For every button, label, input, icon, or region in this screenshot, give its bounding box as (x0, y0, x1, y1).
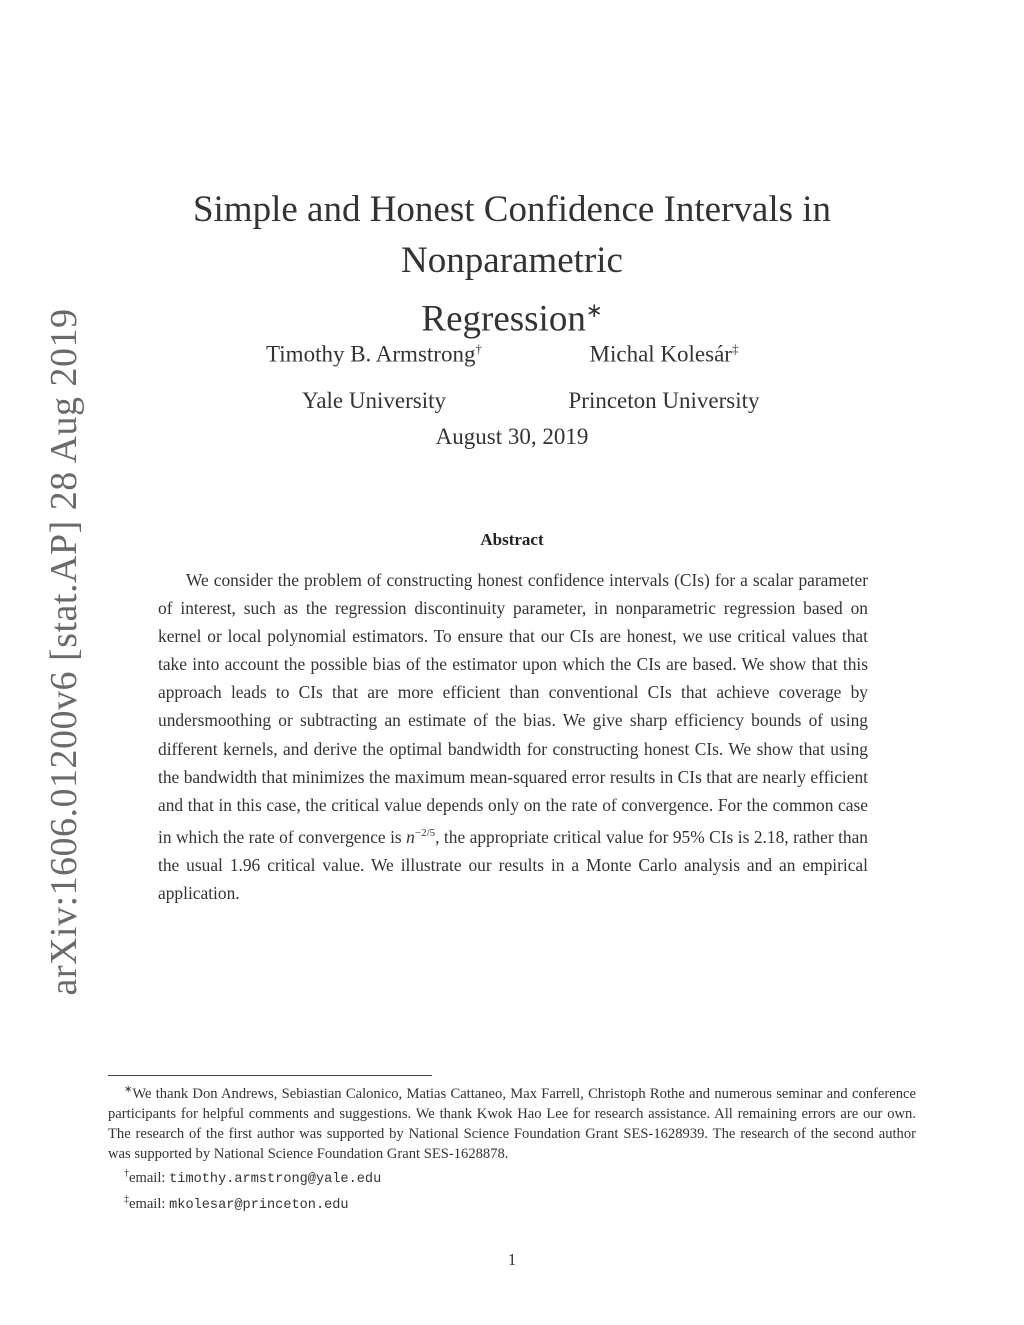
abstract-text-part-2: , the appropriate critical value for 95% CIs is 2.18, rather than the usual 1.96 critical value. We illustrate our results in a Monte Carlo analysis and an empirical application. (158, 826, 869, 903)
author-2-name-line (504, 326, 824, 378)
footnote-email-author-1 (108, 1164, 916, 1190)
author-block-2 (504, 326, 824, 424)
footnote-email-author-2 (108, 1190, 916, 1216)
arxiv-identifier-stamp: arXiv:1606.01200v6 [stat.AP] 28 Aug 2019 (43, 308, 85, 996)
author-1-affiliation: Yale University (302, 387, 446, 413)
title-line-1: Simple and Honest Confidence Intervals in Nonparametric (192, 189, 832, 281)
footnote-divider (108, 1075, 432, 1076)
title-line-2-text: Regression (421, 298, 586, 340)
abstract-heading: Abstract (480, 530, 544, 549)
abstract-text-part-1: We consider the problem of constructing honest confidence intervals (CIs) for a scalar parameter of interest, such as the regression discontinuity parameter, in nonparametric regression based on kernel or local polynomial estimators. To ensure that our CIs are honest, we use critical values that take into account the possible bias of the estimator upon which the CIs are based. We show that this approach leads to CIs that are more efficient than conventional CIs that achieve coverage by undersmoothing or subtracting an estimate of the bias. We give sharp efficiency bounds of using different kernels, and derive the optimal bandwidth for constructing honest CIs. We show that using the bandwidth that minimizes the maximum mean-squared error results in CIs that are nearly efficient and that in this case, the critical value depends only on the rate of convergence. For the common case in which the rate of convergence is (158, 570, 868, 847)
author-2-name: Michal Kolesár (589, 341, 732, 367)
footnote-3-label: email: (129, 1195, 170, 1212)
author-2-affiliation: Princeton University (568, 387, 760, 413)
author-1-name: Timothy B. Armstrong (266, 341, 476, 367)
author-block-1 (214, 326, 534, 424)
abstract-math-base: n (406, 826, 415, 847)
email-link-author-1[interactable]: timothy.armstrong@yale.edu (169, 1171, 382, 1187)
author-1-name-line (214, 326, 534, 378)
footnote-2-mark: † (124, 1167, 129, 1179)
author-1-mark: † (475, 341, 482, 356)
abstract-text (158, 566, 868, 907)
email-link-author-2[interactable]: mkolesar@princeton.edu (169, 1197, 349, 1213)
paper-title (96, 184, 928, 344)
footnote-1-text: We thank Don Andrews, Sebiastian Calonico, Matias Cattaneo, Max Farrell, Christoph Rothe and numerous seminar and conference participants for helpful comments and suggestions. We thank Kwok Hao Lee for research assistance. All remaining errors are our own. The research of the first author was supported by National Science Foundation Grant SES-1628939. The research of the second author was supported by National Science Foundation Grant SES-1628878. (108, 1085, 916, 1162)
abstract-math-exponent: −2/5 (414, 826, 436, 839)
abstract-math-rate (406, 827, 435, 847)
footnote-2-label: email: (129, 1169, 170, 1186)
author-2-mark: ‡ (731, 341, 739, 356)
publication-date: August 30, 2019 (435, 424, 589, 449)
page-number: 1 (507, 1250, 517, 1269)
footnote-1-mark: ∗ (124, 1084, 133, 1095)
footnote-3-mark: ‡ (124, 1193, 129, 1205)
title-footnote-mark: ∗ (585, 300, 603, 322)
footnotes (108, 1080, 916, 1216)
footnote-acknowledgements (108, 1080, 916, 1164)
